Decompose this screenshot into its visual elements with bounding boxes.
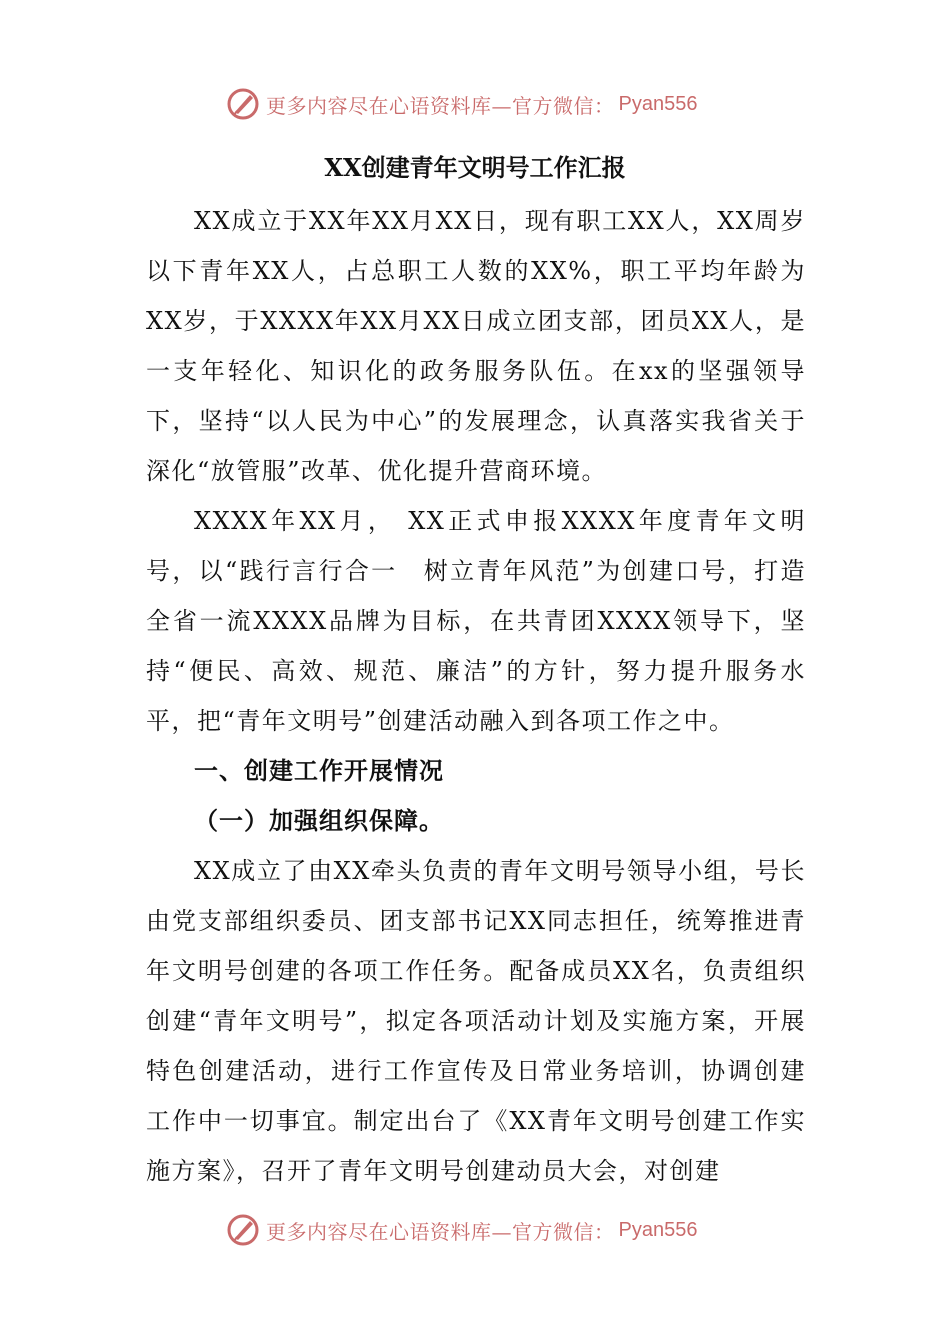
quill-pen-logo-icon <box>226 87 260 121</box>
paragraph: XXXX年XX月， XX正式申报XXXX年度青年文明号，以“践行言行合一 树立青年风范”为创建口号，打造全省一流XXXX品牌为目标，在共青团XXXX领导下，坚持“便民、高效、规范、廉洁”的方针，努力提升服务水平，把“青年文明号”创建活动融入到各项工作之中。 <box>146 507 806 735</box>
document-body <box>146 196 806 1196</box>
subsection-heading: （一）加强组织保障。 <box>194 807 444 835</box>
watermark-text: 更多内容尽在心语资料库—官方微信： <box>266 93 615 118</box>
paragraph: XX成立于XX年XX月XX日，现有职工XX人，XX周岁以下青年XX人，占总职工人数的XX%，职工平均年龄为XX岁，于XXXX年XX月XX日成立团支部，团员XX人，是一支年轻化、知识化的政务服务队伍。在xx的坚强领导下，坚持“以人民为中心”的发展理念，认真落实我省关于深化“放管服”改革、优化提升营商环境。 <box>146 207 806 485</box>
watermark-banner-bottom <box>226 1210 726 1250</box>
watermark-wechat-id: Pyan556 <box>618 1218 698 1241</box>
watermark-text: 更多内容尽在心语资料库—官方微信： <box>266 1219 615 1244</box>
quill-pen-logo-icon <box>226 1213 260 1247</box>
document-title: XX创建青年文明号工作汇报 <box>324 153 626 182</box>
watermark-wechat-id: Pyan556 <box>618 92 698 115</box>
section-heading: 一、创建工作开展情况 <box>194 757 444 785</box>
paragraph: XX成立了由XX牵头负责的青年文明号领导小组，号长由党支部组织委员、团支部书记XX同志担任，统筹推进青年文明号创建的各项工作任务。配备成员XX名，负责组织创建“青年文明号”，拟定各项活动计划及实施方案，开展特色创建活动，进行工作宣传及日常业务培训，协调创建工作中一切事宜。制定出台了《XX青年文明号创建工作实施方案》，召开了青年文明号创建动员大会，对创建 <box>146 857 806 1185</box>
watermark-banner-top <box>226 84 726 124</box>
